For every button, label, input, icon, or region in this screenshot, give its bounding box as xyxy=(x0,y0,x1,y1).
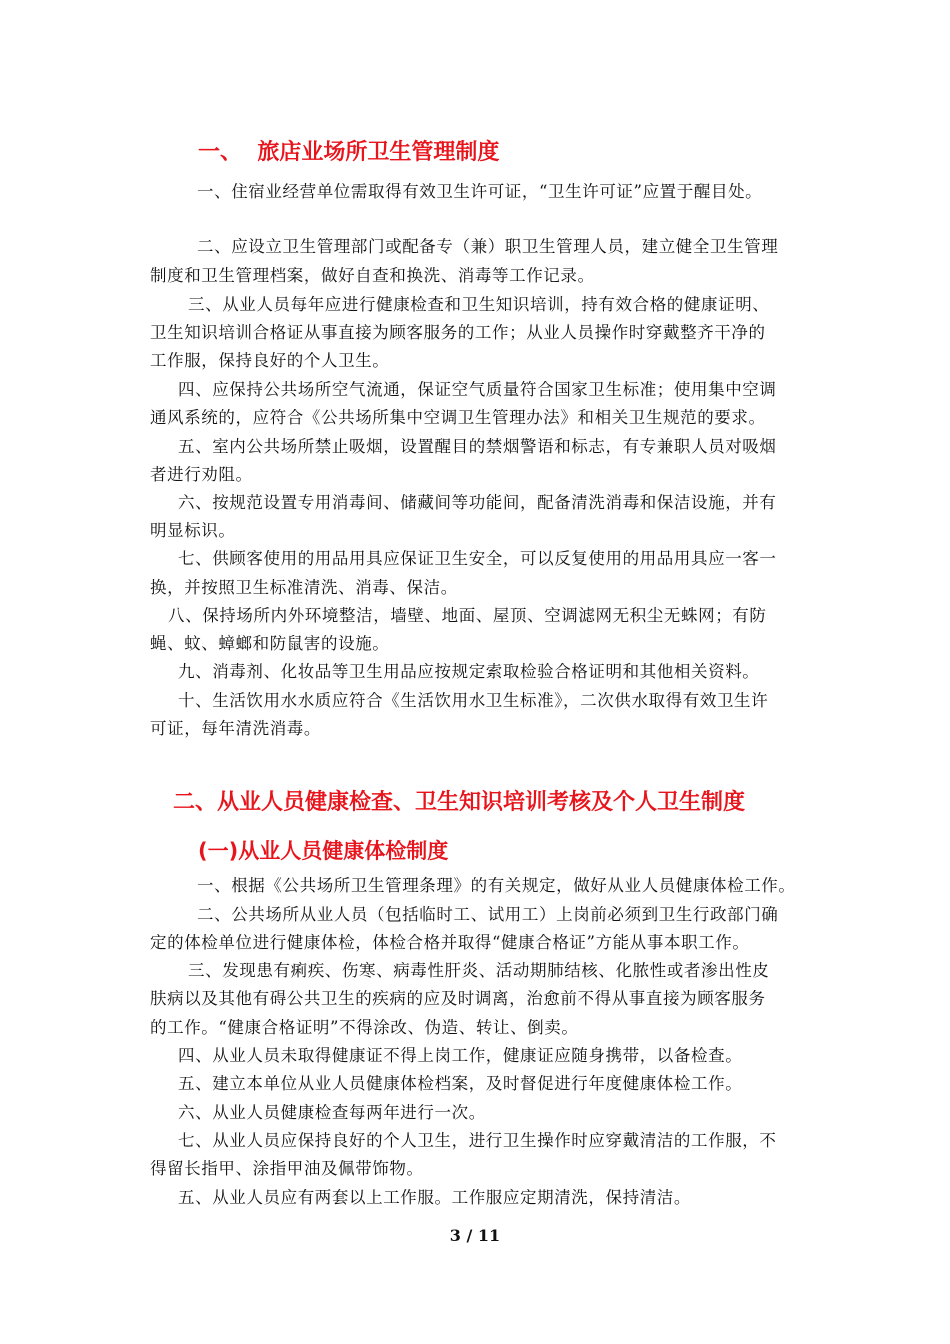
paragraph-line: 者进行劝阻。 xyxy=(150,465,253,484)
paragraph-line: 五、从业人员应有两套以上工作服。工作服应定期清洗，保持清洁。 xyxy=(178,1188,691,1207)
paragraph-line: 三、发现患有痢疾、伤寒、病毒性肝炎、活动期肺结核、化脓性或者渗出性皮 xyxy=(188,961,770,980)
paragraph-line: 明显标识。 xyxy=(150,521,236,540)
paragraph-line: 卫生知识培训合格证从事直接为顾客服务的工作；从业人员操作时穿戴整齐干净的 xyxy=(150,323,766,342)
paragraph-line: 一、根据《公共场所卫生管理条理》的有关规定，做好从业人员健康体检工作。 xyxy=(197,876,796,895)
section-2-title: 二、从业人员健康检查、卫生知识培训考核及个人卫生制度 xyxy=(173,790,746,815)
paragraph-line: 制度和卫生管理档案，做好自查和换洗、消毒等工作记录。 xyxy=(150,266,595,285)
paragraph-line: 八、保持场所内外环境整洁，墙壁、地面、屋顶、空调滤网无积尘无蛛网；有防 xyxy=(168,606,767,625)
paragraph-line: 通风系统的，应符合《公共场所集中空调卫生管理办法》和相关卫生规范的要求。 xyxy=(150,408,766,427)
page-number: 3 / 11 xyxy=(449,1226,501,1245)
paragraph-line: 四、应保持公共场所空气流通，保证空气质量符合国家卫生标准；使用集中空调 xyxy=(178,380,777,399)
paragraph-line: 换，并按照卫生标准清洗、消毒、保洁。 xyxy=(150,578,458,597)
paragraph-line: 二、公共场所从业人员（包括临时工、试用工）上岗前必须到卫生行政部门确 xyxy=(197,905,779,924)
paragraph-line: 蝇、蚊、蟑螂和防鼠害的设施。 xyxy=(150,634,390,653)
section-1-title: 一、 旅店业场所卫生管理制度 xyxy=(198,140,500,165)
paragraph-line: 五、建立本单位从业人员健康体检档案，及时督促进行年度健康体检工作。 xyxy=(178,1074,743,1093)
paragraph-line: 工作服，保持良好的个人卫生。 xyxy=(150,351,390,370)
paragraph-line: 二、应设立卫生管理部门或配备专（兼）职卫生管理人员，建立健全卫生管理 xyxy=(197,237,779,256)
paragraph-line: 三、从业人员每年应进行健康检查和卫生知识培训，持有效合格的健康证明、 xyxy=(188,295,770,314)
paragraph-line: 六、从业人员健康检查每两年进行一次。 xyxy=(178,1103,486,1122)
paragraph-line: 五、室内公共场所禁止吸烟，设置醒目的禁烟警语和标志，有专兼职人员对吸烟 xyxy=(178,437,777,456)
paragraph-line: 得留长指甲、涂指甲油及佩带饰物。 xyxy=(150,1159,424,1178)
paragraph-line: 定的体检单位进行健康体检，体检合格并取得“健康合格证”方能从事本职工作。 xyxy=(150,933,750,952)
paragraph-line: 十、生活饮用水水质应符合《生活饮用水卫生标准》，二次供水取得有效卫生许 xyxy=(178,691,769,710)
section-2-subtitle: (一)从业人员健康体检制度 xyxy=(198,839,449,863)
paragraph-line: 的工作。“健康合格证明”不得涂改、伪造、转让、倒卖。 xyxy=(150,1018,579,1037)
paragraph-line: 可证，每年清洗消毒。 xyxy=(150,719,321,738)
paragraph-line: 四、从业人员未取得健康证不得上岗工作，健康证应随身携带，以备检查。 xyxy=(178,1046,743,1065)
paragraph-line: 六、按规范设置专用消毒间、储藏间等功能间，配备清洗消毒和保洁设施，并有 xyxy=(178,493,777,512)
paragraph-line: 肤病以及其他有碍公共卫生的疾病的应及时调离，治愈前不得从事直接为顾客服务 xyxy=(150,989,766,1008)
paragraph-line: 七、从业人员应保持良好的个人卫生，进行卫生操作时应穿戴清洁的工作服，不 xyxy=(178,1131,777,1150)
paragraph-line: 七、供顾客使用的用品用具应保证卫生安全，可以反复使用的用品用具应一客一 xyxy=(178,549,777,568)
paragraph-line: 九、消毒剂、化妆品等卫生用品应按规定索取检验合格证明和其他相关资料。 xyxy=(178,662,760,681)
paragraph-line: 一、住宿业经营单位需取得有效卫生许可证，“卫生许可证”应置于醒目处。 xyxy=(197,182,763,201)
